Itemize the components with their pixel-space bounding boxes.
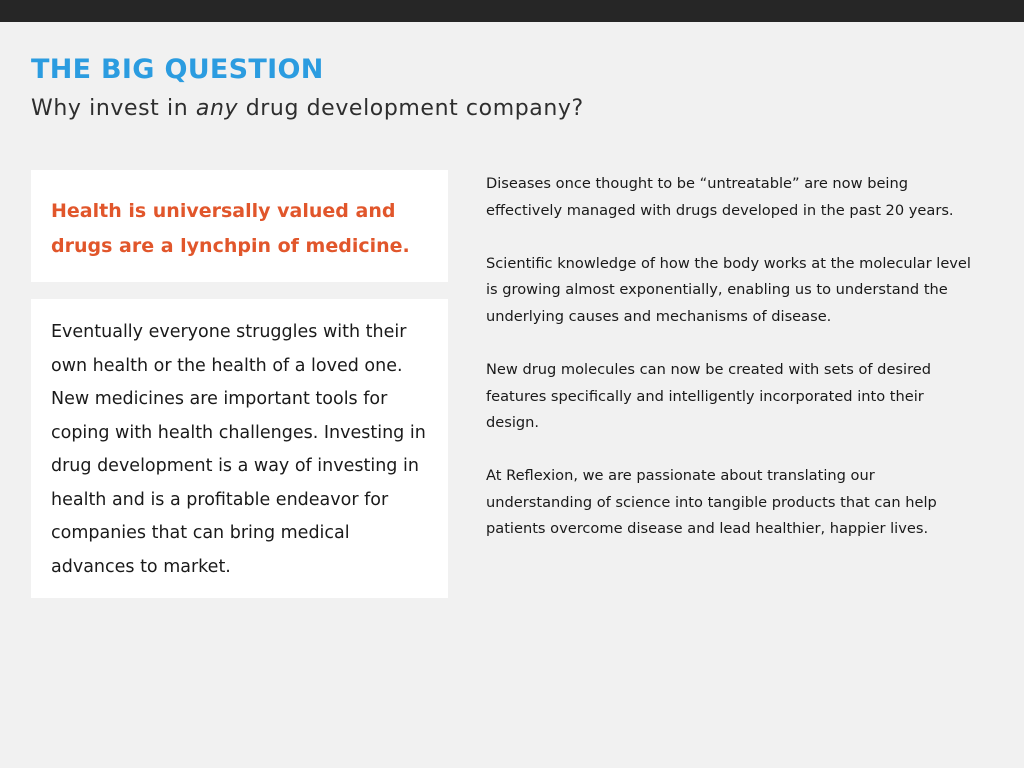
right-paragraph-diseases: Diseases once thought to be “untreatable” are now being effectively managed with drugs developed in the past 20 years. [486, 175, 954, 219]
highlight-card [31, 170, 448, 282]
body-card [31, 299, 448, 598]
right-paragraph-science: Scientific knowledge of how the body works at the molecular level is growing almost exponentially, enabling us to understand the underlying causes and mechanisms of disease. [486, 254, 971, 325]
right-paragraph-molecules: New drug molecules can now be created with sets of desired features specifically and intelligently incorporated into their design. [486, 360, 932, 432]
top-bar [0, 0, 1024, 22]
page-subtitle [31, 96, 584, 121]
body-paragraph: Eventually everyone struggles with their own health or the health of a loved one. New medicines are important tools for coping with health challenges. Investing in drug development is a way of investing in health and is a profitable endeavor for companies that can bring medical advances to market. [51, 322, 426, 577]
subtitle-emphasis: any [195, 96, 239, 121]
page-title: THE BIG QUESTION [31, 54, 324, 85]
right-column [486, 171, 976, 570]
highlight-statement: Health is universally valued and drugs are a lynchpin of medicine. [51, 200, 410, 257]
right-paragraph-reflexion: At Reflexion, we are passionate about translating our understanding of science into tangible products that can help patients overcome disease and lead healthier, happier lives. [486, 467, 937, 538]
subtitle-text-before: Why invest in [31, 96, 196, 121]
subtitle-text-after: drug development company? [238, 96, 584, 121]
